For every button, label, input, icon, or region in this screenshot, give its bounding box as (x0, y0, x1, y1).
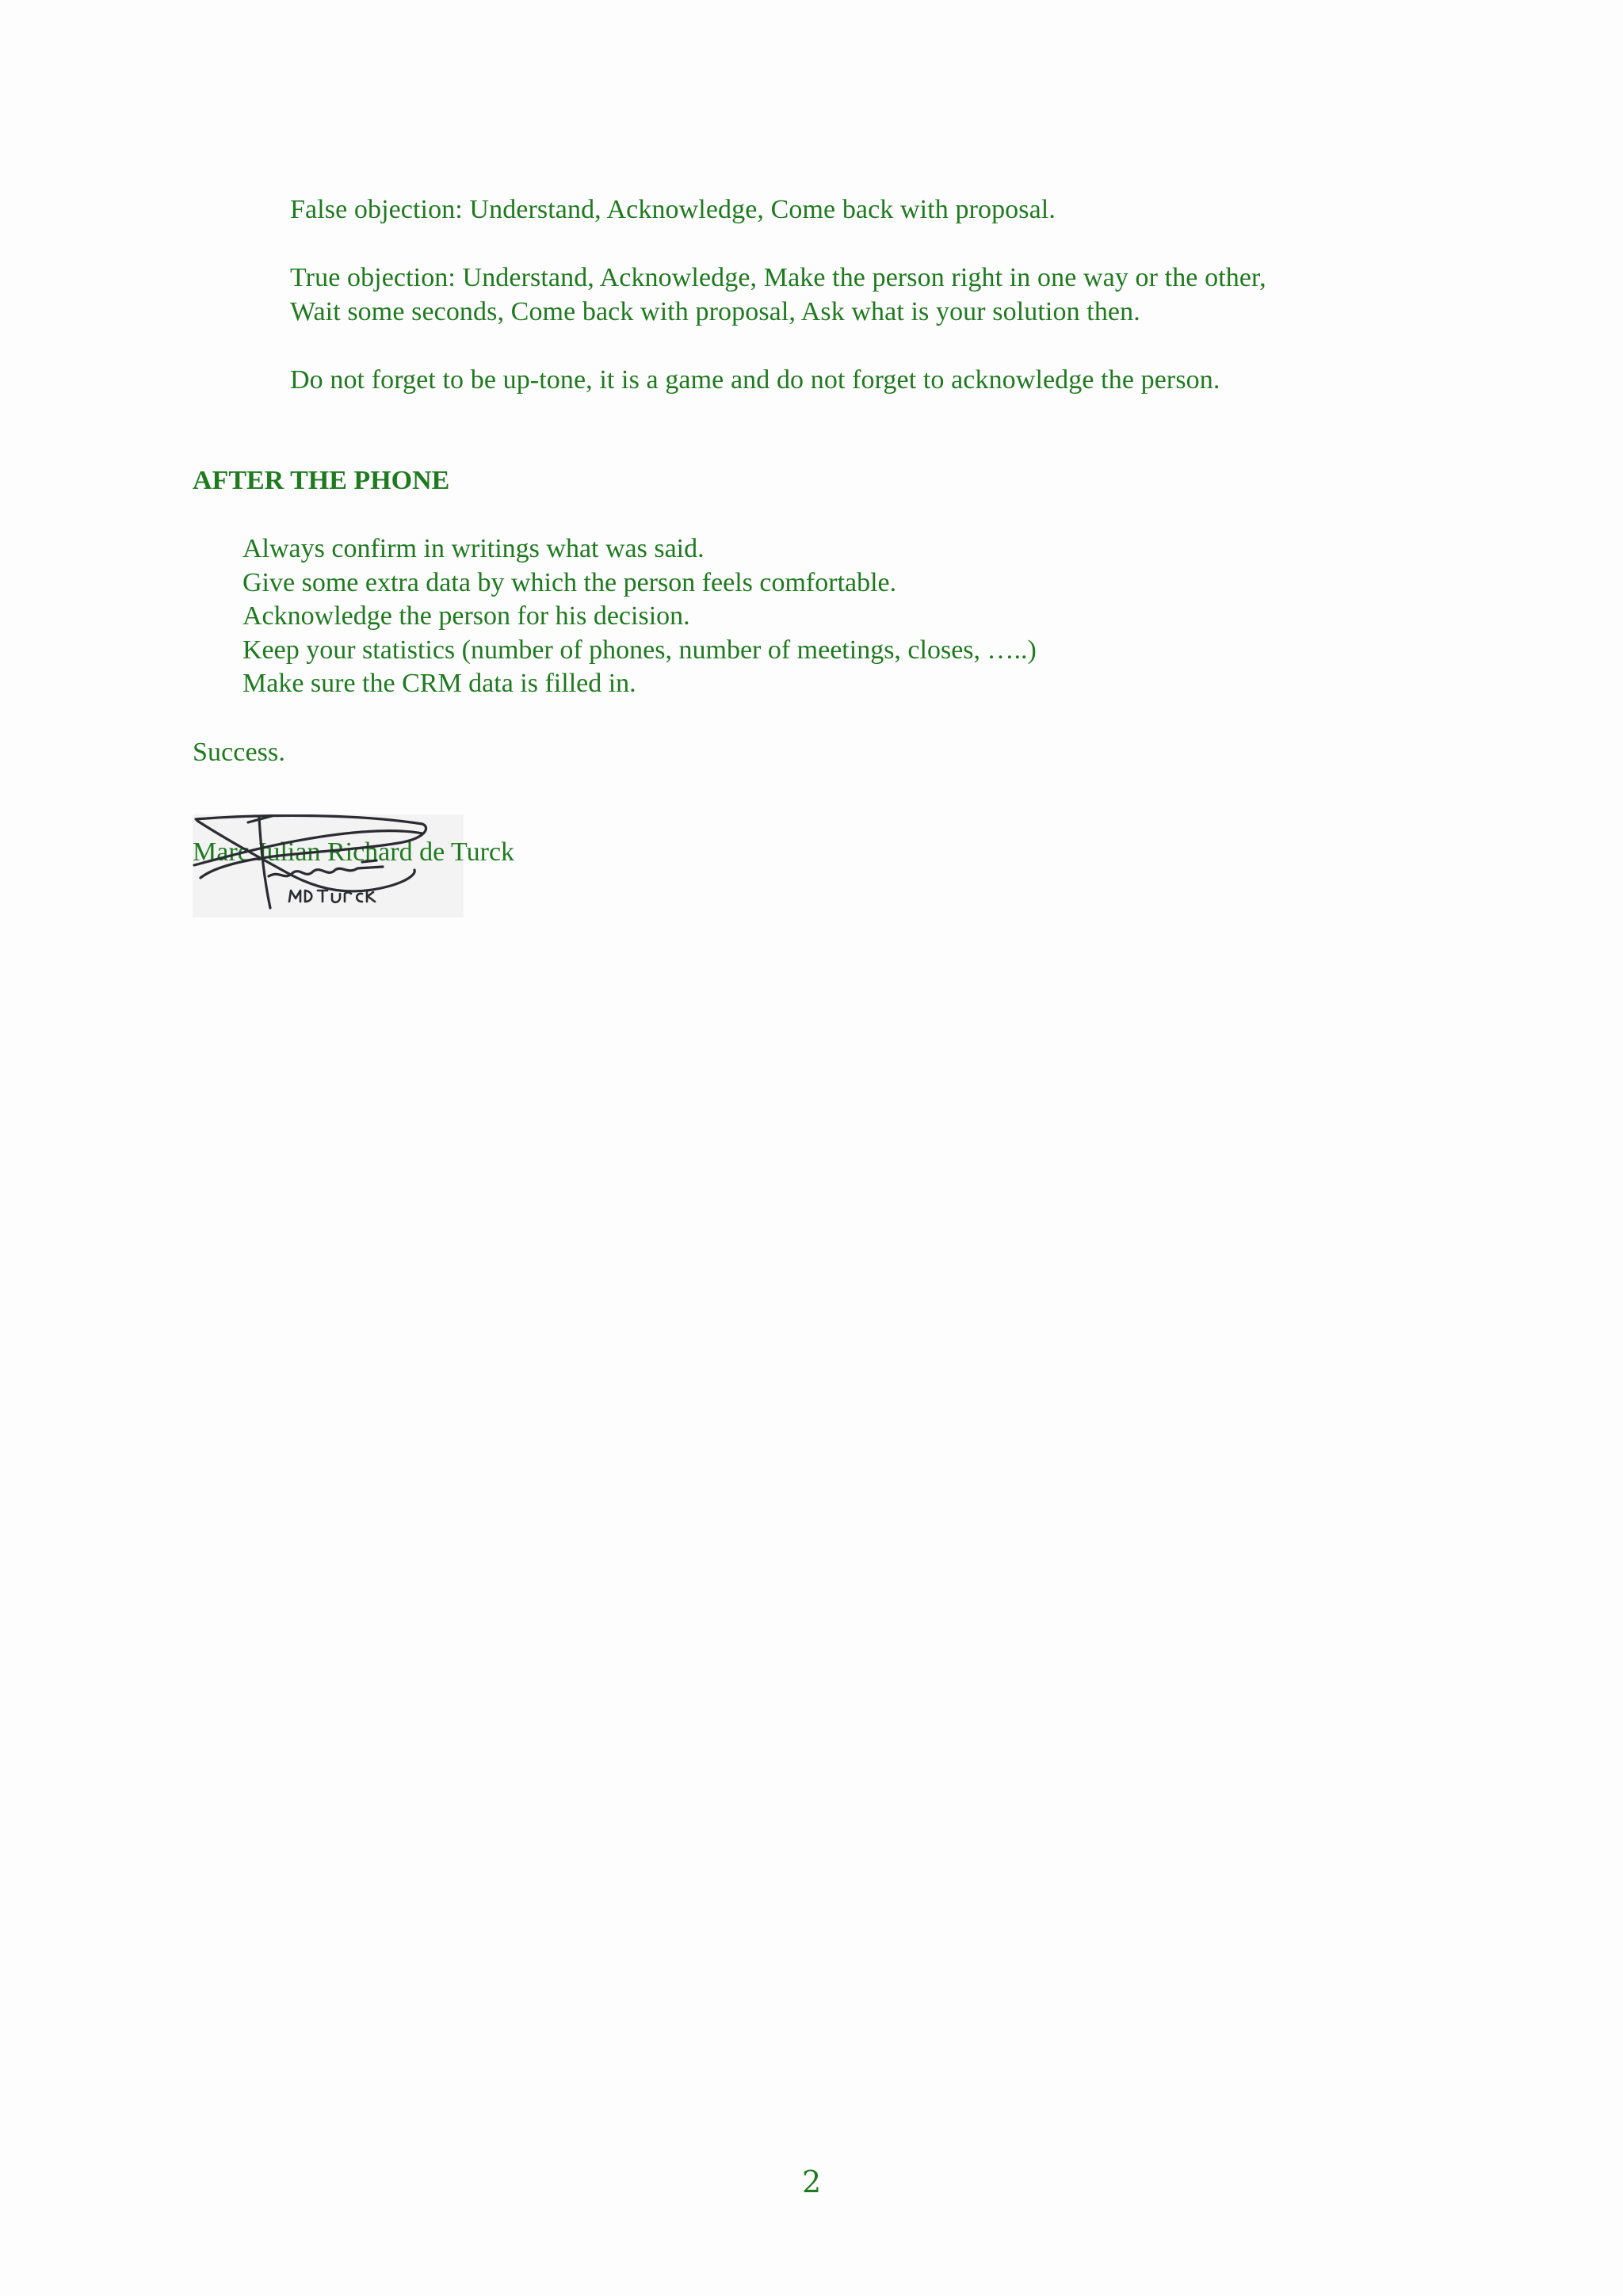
page-number: 2 (802, 2164, 822, 2199)
list-item: Acknowledge the person for his decision. (242, 601, 690, 631)
up-tone-reminder-text: Do not forget to be up-tone, it is a game and do not forget to acknowledge the person. (290, 365, 1220, 395)
handwritten-signature-image (193, 814, 464, 917)
list-item: Make sure the CRM data is filled in. (242, 669, 636, 699)
after-the-phone-heading: AFTER THE PHONE (193, 466, 450, 495)
list-item: Always confirm in writings what was said. (242, 534, 705, 563)
true-objection-text-line-1: True objection: Understand, Acknowledge, Make the person right in one way or the other, (290, 263, 1266, 292)
false-objection-text: False objection: Understand, Acknowledge, Come back with proposal. (290, 195, 1056, 224)
signatory-name: Marc Julian Richard de Turck (193, 837, 515, 867)
success-text: Success. (193, 738, 285, 767)
true-objection-text-line-2: Wait some seconds, Come back with proposal, Ask what is your solution then. (290, 297, 1140, 326)
list-item: Keep your statistics (number of phones, number of meetings, closes, …..) (242, 635, 1037, 665)
after-phone-list (242, 532, 1037, 701)
list-item: Give some extra data by which the person feels comfortable. (242, 567, 897, 597)
